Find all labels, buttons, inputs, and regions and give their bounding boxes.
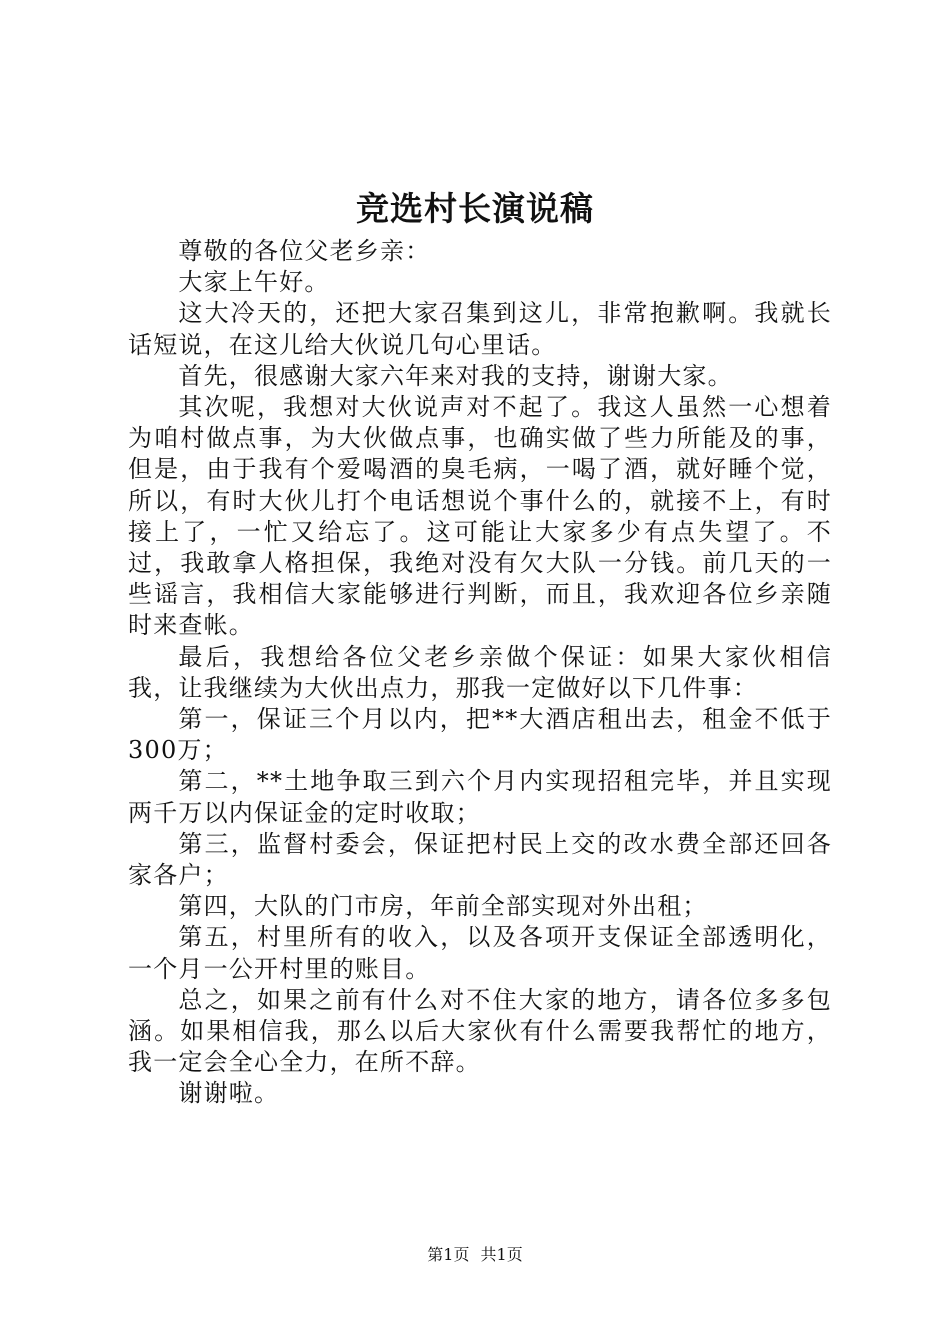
document-title: 竞选村长演说稿 [356,189,594,228]
paragraph-item-2: 第二，**土地争取三到六个月内实现招租完毕，并且实现两千万以内保证金的定时收取； [128,767,832,827]
paragraph-item-4: 第四，大队的门市房，年前全部实现对外出租； [178,892,708,921]
page-number: 第1页 [427,1245,470,1264]
page-total: 共1页 [480,1245,523,1264]
paragraph-greeting: 尊敬的各位父老乡亲： [178,237,431,265]
paragraph-apology: 其次呢，我想对大伙说声对不起了。我这人虽然一心想着为咱村做点事，为大伙做点事，也确实做了些力所能及的事，但是，由于我有个爱喝酒的臭毛病，一喝了酒，就好睡个觉，所以，有时大伙儿打个电话想说个事什么的，就接不上，有时接上了，一忙又给忘了。这可能让大家多少有点失望了。不过，我敢拿人格担保，我绝对没有欠大队一分钱。前几天的一些谣言，我相信大家能够进行判断，而且，我欢迎各位乡亲随时来查帐。 [128,393,832,640]
paragraph-thanks: 首先，很感谢大家六年来对我的支持，谢谢大家。 [178,361,733,390]
paragraph-promise: 最后，我想给各位父老乡亲做个保证：如果大家伙相信我，让我继续为大伙出点力，那我一定做好以下几件事： [128,642,832,702]
paragraph-intro: 这大冷天的，还把大家召集到这儿，非常抱歉啊。我就长话短说，在这儿给大伙说几句心里话。 [128,299,832,359]
paragraph-item-5: 第五，村里所有的收入，以及各项开支保证全部透明化，一个月一公开村里的账目。 [128,923,832,983]
document-body [128,236,832,1110]
paragraph-conclusion: 总之，如果之前有什么对不住大家的地方，请各位多多包涵。如果相信我，那么以后大家伙有什么需要我帮忙的地方，我一定会全心全力，在所不辞。 [128,985,832,1077]
paragraph-item-1: 第一，保证三个月以内，把**大酒店租出去，租金不低于300万； [128,705,832,765]
page-footer [0,1244,950,1266]
paragraph-closing: 谢谢啦。 [178,1079,280,1108]
paragraph-item-3: 第三，监督村委会，保证把村民上交的改水费全部还回各家各户； [128,829,832,890]
paragraph-hello: 大家上午好。 [178,268,330,297]
